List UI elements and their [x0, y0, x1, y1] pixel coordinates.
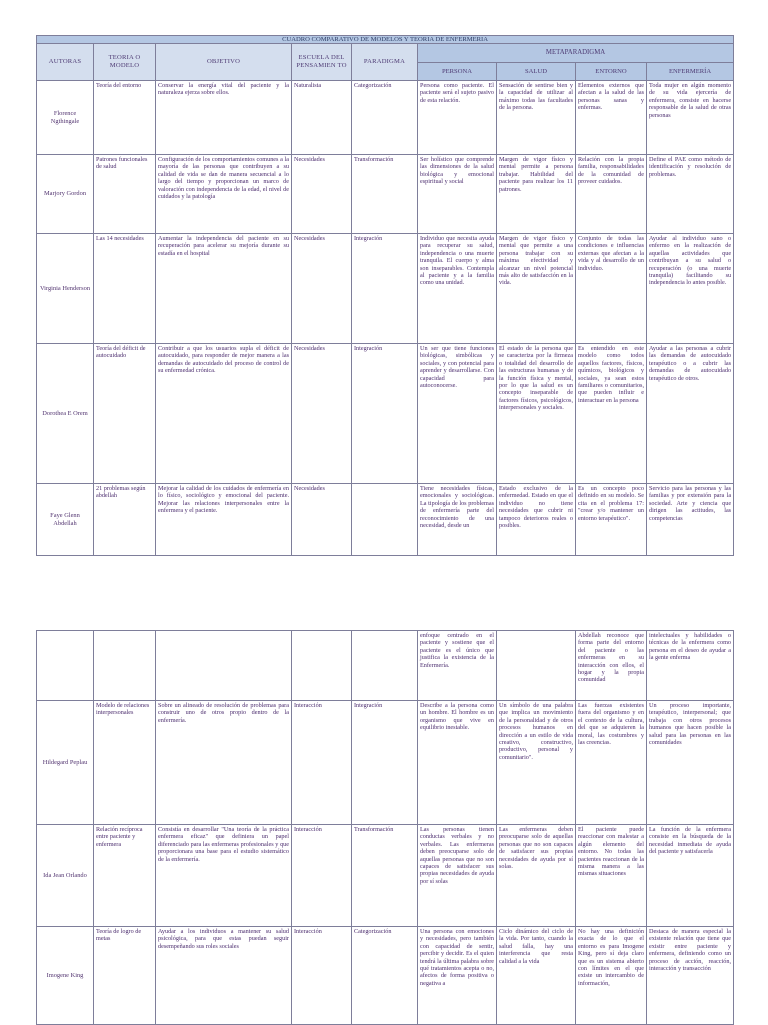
header-paradigma: PARADIGMA	[352, 44, 418, 81]
table-row	[37, 81, 734, 155]
header-metaparadigma: METAPARADIGMA	[418, 44, 734, 63]
school-cell: Interacción	[292, 701, 352, 825]
salud-cell: Margen de vigor físico y mental permite a persona trabajar. Habilidad del paciente para realizar los 11 patrones.	[497, 155, 576, 234]
persona-cell: Las personas tienen conductas verbales y no verbales. Las enfermeras deben preocuparse solo de aquellas personas que no son capaces de satisfacer sus propias necesidades de ayuda por sí solas	[418, 825, 497, 927]
objective-cell: Sobre un alineado de resolución de problemas para construir uno de otros propio dentro de la enfermería.	[156, 701, 292, 825]
enfermeria-cell: Destaca de manera especial la existente relación que tiene que existir entre paciente y enfermera, definiendo como un proceso de acción, reacción, interacción y transacción	[647, 927, 734, 1025]
enfermeria-cell: Define el PAE como método de identificación y resolución de problemas.	[647, 155, 734, 234]
objective-cell: Contribuir a que los usuarios supla el déficit de autocuidado, para responder de mejor manera a las demandas de autocuidado del proceso de control de su enfermedad crónica.	[156, 344, 292, 484]
comparison-table-page-2	[36, 630, 734, 1025]
paradigm-cell	[352, 484, 418, 556]
author-cell: Virginia Henderson	[37, 234, 94, 344]
school-cell: Naturalista	[292, 81, 352, 155]
entorno-cell: No hay una definición exacta de lo que el entorno es para Imogene King, pero sí deja claro que es un sistema abierto con límites en el que existe un intercambio de información,	[576, 927, 647, 1025]
entorno-cell: Conjunto de todas las condiciones e influencias externas que afectan a la vida y al desarrollo de un individuo.	[576, 234, 647, 344]
author-cell	[37, 631, 94, 701]
paradigm-cell: Integración	[352, 701, 418, 825]
author-cell: Hildegard Peplau	[37, 701, 94, 825]
school-cell: Interacción	[292, 927, 352, 1025]
entorno-cell: Elementos externos que afectan a la salud de las personas sanas y enfermas.	[576, 81, 647, 155]
objective-cell: Consistía en desarrollar "Una teoría de la práctica enfermera eficaz" que definiera un papel diferenciado para las enfermeras profesionales y que proporcionara una base para el estudio sistemático de la enfermería.	[156, 825, 292, 927]
entorno-cell: Las fuerzas existentes fuera del organismo y en el contexto de la cultura, del que se adquieren la moral, las costumbres y las creencias.	[576, 701, 647, 825]
school-cell: Necesidades	[292, 234, 352, 344]
table-row	[37, 155, 734, 234]
enfermeria-cell: Ayudar al individuo sano o enfermo en la realización de aquellas actividades que contribuyan a su salud o recuperación (o una muerte tranquila) facilitando su independencia lo antes posible.	[647, 234, 734, 344]
paradigm-cell: Integración	[352, 344, 418, 484]
theory-cell: Patrones funcionales de salud	[94, 155, 156, 234]
objective-cell: Conservar la energía vital del paciente y la naturaleza ejerza sobre ellos.	[156, 81, 292, 155]
header-enfermeria: ENFERMERÍA	[647, 63, 734, 81]
author-cell: Faye Glenn Abdellah	[37, 484, 94, 556]
table-row	[37, 484, 734, 556]
table-row	[37, 631, 734, 701]
header-entorno: ENTORNO	[576, 63, 647, 81]
entorno-cell: El paciente puede reaccionar con malestar a algún elemento del entorno. No todas las pacientes reaccionan de la misma manera a las mismas situaciones	[576, 825, 647, 927]
theory-cell: Teoría de logro de metas	[94, 927, 156, 1025]
salud-cell: Ciclo dinámico del ciclo de la vida. Por tanto, cuando la salud falla, hay una interferencia que resta calidad a la vida	[497, 927, 576, 1025]
author-cell: Imogene King	[37, 927, 94, 1025]
author-cell: Dorothea E Orem	[37, 344, 94, 484]
salud-cell: Sensación de sentirse bien y la capacidad de utilizar al máximo todas las facultades de la persona.	[497, 81, 576, 155]
objective-cell: Aumentar la independencia del paciente en su recuperación para acelerar su mejoría durante su estadía en el hospital	[156, 234, 292, 344]
paradigm-cell: Transformación	[352, 155, 418, 234]
header-autoras: AUTORAS	[37, 44, 94, 81]
theory-cell: Las 14 necesidades	[94, 234, 156, 344]
table-title: CUADRO COMPARATIVO DE MODELOS Y TEORIA DE ENFERMERIA	[37, 36, 734, 44]
theory-cell: 21 problemas según abdellah	[94, 484, 156, 556]
table-row	[37, 234, 734, 344]
theory-cell: Teoría del déficit de autocuidado	[94, 344, 156, 484]
objective-cell: Ayudar a los individuos a mantener su salud psicológica, para que estas puedan seguir desempeñando sus roles sociales	[156, 927, 292, 1025]
theory-cell	[94, 631, 156, 701]
table-row	[37, 344, 734, 484]
header-persona: PERSONA	[418, 63, 497, 81]
author-cell: Florence Ngthingale	[37, 81, 94, 155]
table-row	[37, 927, 734, 1025]
paradigm-cell: Transformación	[352, 825, 418, 927]
page-gap	[0, 596, 768, 630]
school-cell: Necesidades	[292, 344, 352, 484]
persona-cell: Describe a la persona como un hombre. El hombre es un organismo que vive en equilibrio inestable.	[418, 701, 497, 825]
theory-cell: Teoría del entorno	[94, 81, 156, 155]
objective-cell	[156, 631, 292, 701]
persona-cell: Tiene necesidades físicas, emocionales y sociológicas. La tipología de los problemas de enfermería parte del reconocimiento de una necesidad, desde un	[418, 484, 497, 556]
header-objetivo: OBJETIVO	[156, 44, 292, 81]
paradigm-cell	[352, 631, 418, 701]
persona-cell: Un ser que tiene funciones biológicas, simbólicas y sociales, y con potencial para aprender y desarrollarse. Con capacidad para autoconocerse.	[418, 344, 497, 484]
persona-cell: enfoque centrado en el paciente y sostiene que el paciente es el único que justifica la existencia de la Enfermería.	[418, 631, 497, 701]
objective-cell: Mejorar la calidad de los cuidados de enfermería en lo físico, sociológico y emocional del paciente. Mejorar las relaciones interpersonales entre la enfermera y el paciente.	[156, 484, 292, 556]
enfermeria-cell: Servicio para las personas y las familias y por extensión para la sociedad. Arte y ciencia que dirigen las actitudes, las competencias	[647, 484, 734, 556]
salud-cell: Un símbolo de una palabra que implica un movimiento de la personalidad y de otros procesos humanos en dirección a un estilo de vida creativo, constructivo, productivo, personal y comunitario".	[497, 701, 576, 825]
persona-cell: Individuo que necesita ayuda para recuperar su salud, independencia o una muerte tranquila. El cuerpo y alma son inseparables. Contempla al paciente y a la familia como una unidad.	[418, 234, 497, 344]
table-row	[37, 825, 734, 927]
enfermeria-cell: Ayudar a las personas a cubrir las demandas de autocuidado terapéutico o a cubrir las demandas de autocuidado terapéutico de otros.	[647, 344, 734, 484]
school-cell: Necesidades	[292, 155, 352, 234]
persona-cell: Una persona con emociones y necesidades, pero también con capacidad de sentir, percibir y decidir. Es el quien tendrá la última palabra sobre qué tratamientos acepta o no, afectos de forma positiva o negativa a	[418, 927, 497, 1025]
school-cell: Necesidades	[292, 484, 352, 556]
salud-cell: Estado exclusivo de la enfermedad. Estado en que el individuo no tiene necesidades que cubrir ni tampoco deterioros reales o posibles.	[497, 484, 576, 556]
theory-cell: Relación recíproca entre paciente y enfermera	[94, 825, 156, 927]
salud-cell: El estado de la persona que se caracteriza por la firmeza o totalidad del desarrollo de las estructuras humanas y de la función física y mental, por lo que la salud es un concepto inseparable de factores físicos, psicológicos, interpersonales y sociales.	[497, 344, 576, 484]
paradigm-cell: Integración	[352, 234, 418, 344]
entorno-cell: Es un concepto poco definido en su modelo. Se cita en el problema 17: "crear y/o mantener un entorno terapéutico".	[576, 484, 647, 556]
author-cell: Marjory Gordon	[37, 155, 94, 234]
author-cell: Ida Jean Orlando	[37, 825, 94, 927]
header-escuela: ESCUELA DEL PENSAMIEN TO	[292, 44, 352, 81]
enfermeria-cell: Toda mujer en algún momento de su vida ejercería de enfermera, consiste en hacerse responsable de la salud de otras personas	[647, 81, 734, 155]
enfermeria-cell: La función de la enfermera consiste en la búsqueda de la necesidad inmediata de ayuda del paciente y satisfacerla	[647, 825, 734, 927]
paradigm-cell: Categorización	[352, 927, 418, 1025]
paradigm-cell: Categorización	[352, 81, 418, 155]
entorno-cell: Es entendido en este modelo como todos aquellos factores, físicos, químicos, biológicos y sociales, ya sean estos familiares o comunitarios, que pueden influir e interactuar en la persona	[576, 344, 647, 484]
salud-cell	[497, 631, 576, 701]
school-cell	[292, 631, 352, 701]
header-teoria: TEORIA O MODELO	[94, 44, 156, 81]
school-cell: Interacción	[292, 825, 352, 927]
header-salud: SALUD	[497, 63, 576, 81]
document-page-2	[0, 630, 768, 1024]
table-row	[37, 701, 734, 825]
entorno-cell: Relación con la propia familia, responsabilidades de la comunidad de proveer cuidados.	[576, 155, 647, 234]
comparison-table-page-1	[36, 35, 734, 556]
persona-cell: Ser holístico que comprende las dimensiones de la salud biológica y emocional espiritual y social	[418, 155, 497, 234]
theory-cell: Modelo de relaciones interpersonales	[94, 701, 156, 825]
persona-cell: Persona como paciente. El paciente será el sujeto pasivo de esta relación.	[418, 81, 497, 155]
salud-cell: Las enfermeras deben preocuparse solo de aquellas personas que no son capaces de satisfacer sus propias necesidades de ayuda por sí solas.	[497, 825, 576, 927]
objective-cell: Configuración de los comportamientos comunes a la mayoría de las personas que contribuyen a su calidad de vida se dan de manera secuencial a lo largo del tiempo y proporcionan un marco de valoración con independencia de la edad, el nivel de cuidados y la patología	[156, 155, 292, 234]
entorno-cell: Abdellah reconoce que forma parte del entorno del paciente o las enfermeras en su interacción con ellos, el hogar y la propia comunidad	[576, 631, 647, 701]
salud-cell: Margen de vigor físico y mental que permite a una persona trabajar con su máxima efectividad y alcanzar un nivel potencial más alto de satisfacción en la vida.	[497, 234, 576, 344]
enfermeria-cell: intelectuales y habilidades o técnicas de la enfermera como persona en el deseo de ayudar a la gente enferma	[647, 631, 734, 701]
enfermeria-cell: Un proceso importante, terapéutico, interpersonal; que trabaja con otros procesos humanos que hacen posible la salud para las personas en las comunidades	[647, 701, 734, 825]
